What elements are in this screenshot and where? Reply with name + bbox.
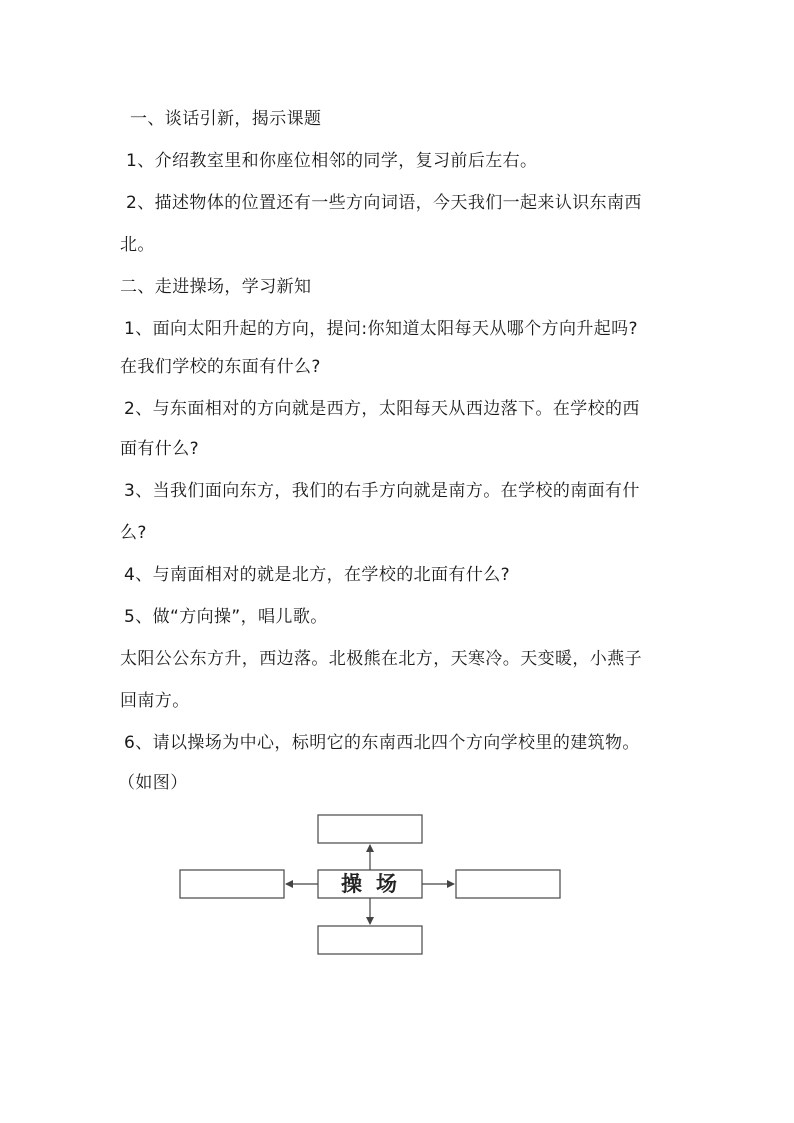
paragraph-line: 1、介绍教室里和你座位相邻的同学，复习前后左右。 [126,151,538,171]
paragraph-line: 2、与东面相对的方向就是西方，太阳每天从西边落下。在学校的西 [124,399,640,419]
song-line: 太阳公公东方升，西边落。北极熊在北方，天寒冷。天变暖，小燕子 [120,649,642,669]
paragraph-line: 面有什么? [120,439,200,459]
direction-diagram [130,805,580,965]
paragraph-line: 1、面向太阳升起的方向，提问:你知道太阳每天从哪个方向升起吗? [124,319,638,339]
paragraph-line: 6、请以操场为中心，标明它的东南西北四个方向学校里的建筑物。 [124,733,640,753]
south-box [318,926,422,954]
direction-diagram-svg [130,805,580,965]
paragraph-line: 4、与南面相对的就是北方，在学校的北面有什么? [124,565,511,585]
paragraph-line: （如图） [118,773,188,793]
section-heading-1: 一、谈话引新，揭示课题 [130,109,322,129]
paragraph-line: 3、当我们面向东方，我们的右手方向就是南方。在学校的南面有什 [124,481,640,501]
east-box [456,870,560,898]
paragraph-line: 北。 [120,235,155,255]
paragraph-line: 5、做“方向操”，唱儿歌。 [124,607,328,627]
paragraph-line: 2、描述物体的位置还有一些方向词语，今天我们一起来认识东南西 [126,193,642,213]
west-box [180,870,284,898]
north-box [318,815,422,843]
song-line: 回南方。 [120,691,190,711]
paragraph-line: 么? [120,523,147,543]
section-heading-2: 二、走进操场，学习新知 [120,277,312,297]
paragraph-line: 在我们学校的东面有什么? [120,357,321,377]
center-label: 操场 [341,871,411,896]
